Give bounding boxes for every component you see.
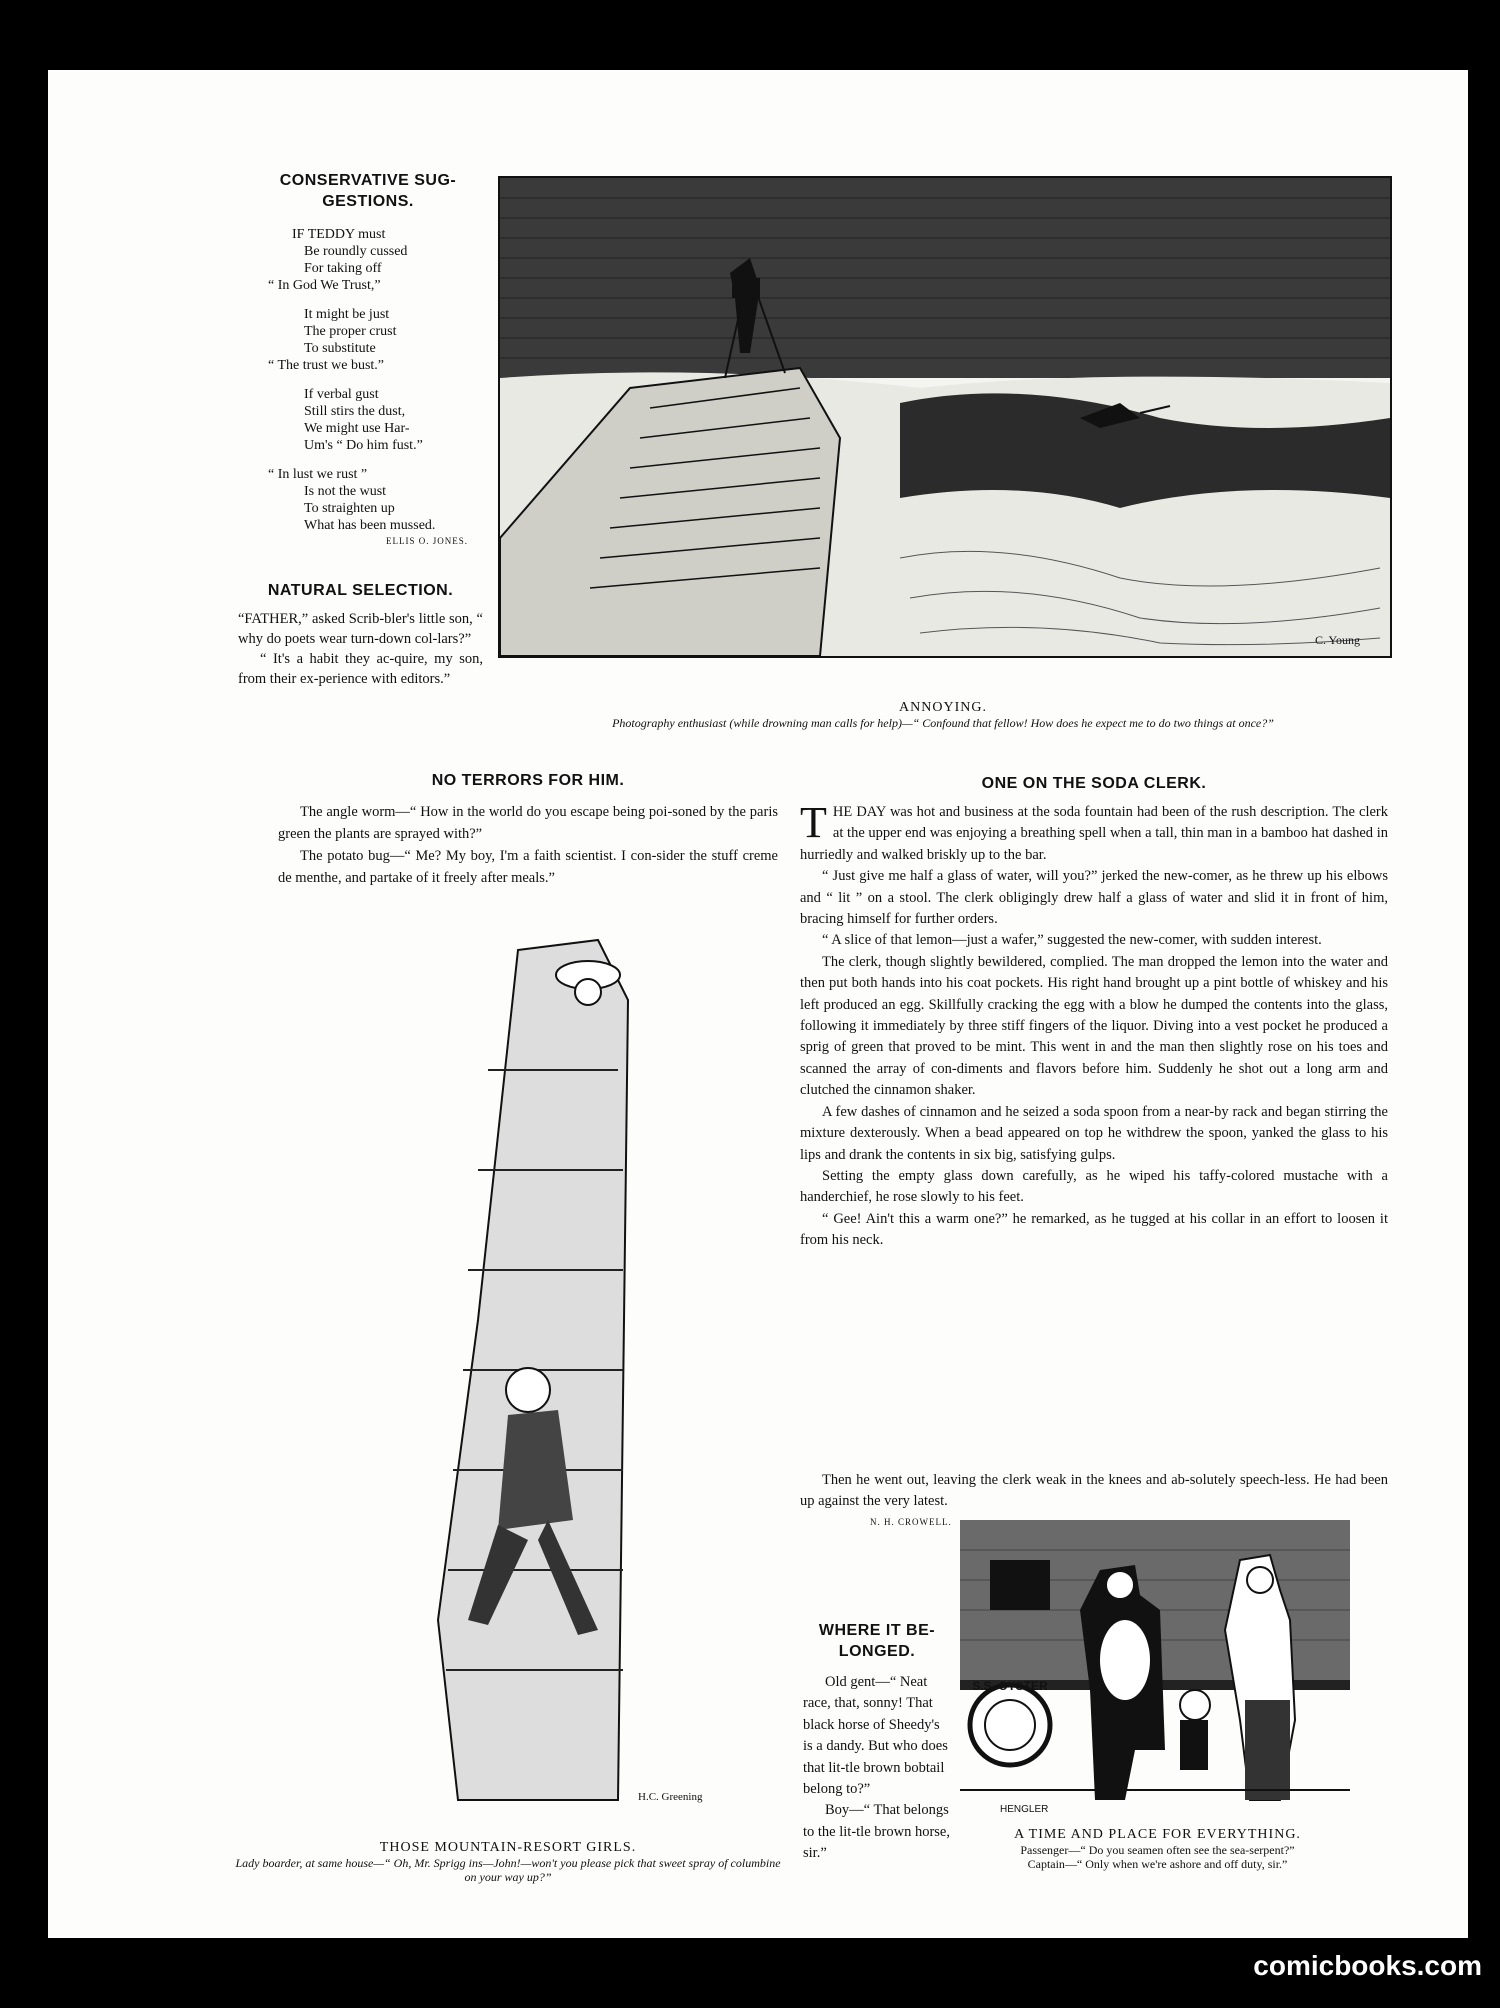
soda-paragraph: THE DAY was hot and business at the soda fountain had been of the rush description. The clerk at the upper end was enjoying a breathing spell when a tall, thin man in a bamboo hat dashed in hurriedly and walked briskly up to the bar. xyxy=(800,798,1388,863)
soda-title: ONE ON THE SODA CLERK. xyxy=(981,775,1207,792)
soda-final-paragraph: Then he went out, leaving the clerk weak in the knees and ab-solutely speech-less. He had been up against the very latest. xyxy=(800,1472,1388,1510)
poem-line: “ The trust we bust.” xyxy=(268,358,384,373)
natural-paragraph: “FATHER,” asked Scrib-bler's little son, “ why do poets wear turn-down col-lars?” xyxy=(238,611,483,647)
belonged-title: WHERE IT BE-LONGED. xyxy=(818,1622,936,1660)
cliff-climber-drawing xyxy=(398,920,778,1820)
stanza-3 xyxy=(268,386,468,454)
stanza-2 xyxy=(268,306,468,374)
mountain-signature: H.C. Greening xyxy=(638,1791,703,1803)
soda-paragraph: A few dashes of cinnamon and he seized a soda spoon from a near-by rack and began stirring the mixture dexterously. When a bead appeared on top he withdrew the spoon, yanked the glass to his lips and drank the contents in six big, satisfying gulps. xyxy=(800,1103,1388,1163)
poem-line: Be roundly cussed xyxy=(304,244,408,259)
belonged-body xyxy=(803,1672,951,1865)
terrors-paragraph: The angle worm—“ How in the world do you escape being poi-soned by the paris green the plants are sprayed with?” xyxy=(278,804,778,842)
soda-paragraph: “ Just give me half a glass of water, will you?” jerked the new-comer, as he threw up his elbows and “ lit ” on a stool. The clerk obligingly drew half a glass of water and slid it in front of him, bracing himself for further orders. xyxy=(800,868,1388,928)
natural-paragraph: “ It's a habit they ac-quire, my son, from their ex-perience with editors.” xyxy=(238,651,483,687)
ship-label: S.S. OYSTER xyxy=(972,1679,1048,1693)
poem-line: For taking off xyxy=(304,261,382,276)
stanza-4 xyxy=(268,466,468,534)
annoying-illustration xyxy=(498,176,1392,658)
captain-line: Captain—“ Only when we're ashore and off duty, sir.” xyxy=(1027,1857,1288,1871)
where-it-belonged xyxy=(803,1620,951,1865)
passenger-line: Passenger—“ Do you seamen often see the sea-serpent?” xyxy=(1020,1843,1295,1857)
poem-line: The proper crust xyxy=(304,324,397,339)
belonged-paragraph: Old gent—“ Neat race, that, sonny! That black horse of Sheedy's is a dandy. But who does that lit-tle brown bobtail belong to?” xyxy=(803,1674,948,1798)
watermark: comicbooks.com xyxy=(1253,1950,1482,1981)
poem-line: It might be just xyxy=(304,307,390,322)
belonged-paragraph: Boy—“ That belongs to the lit-tle brown horse, sir.” xyxy=(803,1802,950,1862)
poem-line: Is not the wust xyxy=(304,484,387,499)
poem-line: To substitute xyxy=(304,341,376,356)
soda-paragraph: Setting the empty glass down carefully, as he wiped his taffy-colored mustache with a handerchief, he rose slowly to his feet. xyxy=(800,1167,1388,1206)
mountain-caption-block xyxy=(233,1840,783,1884)
poem-line: Still stirs the dust, xyxy=(304,404,406,419)
stanza-1 xyxy=(268,226,468,294)
time-place-signature: HENGLER xyxy=(1000,1804,1049,1815)
poem-line: To straighten up xyxy=(304,501,395,516)
soda-paragraph: “ Gee! Ain't this a warm one?” he remarked, as he tugged at his collar in an effort to loosen it from his neck. xyxy=(800,1210,1388,1249)
time-place-caption-block xyxy=(960,1827,1355,1871)
time-place-illustration xyxy=(960,1520,1350,1820)
natural-selection xyxy=(238,580,483,689)
time-place-caption: A TIME AND PLACE FOR EVERYTHING. xyxy=(1014,1827,1301,1842)
mountain-illustration xyxy=(398,920,778,1820)
terrors-paragraph: The potato bug—“ Me? My boy, I'm a faith scientist. I con-sider the stuff creme de menthe, and partake of it freely after meals.” xyxy=(278,848,778,886)
soda-ending xyxy=(800,1470,1388,1527)
drop-cap: T xyxy=(800,798,827,847)
soda-author: N. H. CROWELL. xyxy=(870,1516,952,1527)
annoying-caption: ANNOYING. xyxy=(899,700,987,715)
natural-title: NATURAL SELECTION. xyxy=(267,582,454,599)
poem-author: ELLIS O. JONES. xyxy=(386,536,468,546)
poem-line: “ In God We Trust,” xyxy=(268,278,381,293)
poem-line: If verbal gust xyxy=(304,387,379,402)
soda-body xyxy=(800,798,1388,1252)
drowning-man-drawing xyxy=(500,178,1390,656)
magazine-page xyxy=(48,70,1468,1938)
annoying-subcaption: Photography enthusiast (while drowning man calls for help)—“ Confound that fellow! How does he expect me to do two things at once?” xyxy=(612,716,1274,730)
conservative-title: CONSERVATIVE SUG-GESTIONS. xyxy=(279,172,457,210)
annoying-signature: C. Young xyxy=(1315,633,1361,647)
conservative-poem xyxy=(268,170,468,546)
poem-line: IF TEDDY must xyxy=(292,227,386,242)
no-terrors xyxy=(278,770,778,889)
ship-deck-drawing xyxy=(960,1520,1350,1820)
poem-body xyxy=(268,226,468,534)
poem-line: “ In lust we rust ” xyxy=(268,467,368,482)
poem-line: What has been mussed. xyxy=(304,518,436,533)
natural-body xyxy=(238,609,483,689)
soda-clerk-article xyxy=(800,773,1388,1252)
terrors-body xyxy=(278,801,778,889)
mountain-caption: THOSE MOUNTAIN-RESORT GIRLS. xyxy=(379,1840,637,1855)
poem-line: We might use Har- xyxy=(304,421,410,436)
mountain-subcaption: Lady boarder, at same house—“ Oh, Mr. Sprigg ins—John!—won't you please pick that sweet spray of columbine on your way up?” xyxy=(235,1856,781,1884)
annoying-caption-block xyxy=(508,700,1378,730)
soda-paragraph: The clerk, though slightly bewildered, complied. The man dropped the lemon into the water and then put both hands into his coat pockets. His right hand brought up a pint bottle of whiskey and his left produced an egg. Skillfully cracking the egg with a blow he dumped the contents into the glass, following it immediately by three stiff fingers of the liquor. Diving into a vest pocket he produced a sprig of green that proved to be mint. This went in and the man then slightly rose on his toes and scanned the array of con-diments and flavors before him. Suddenly he shot out a long arm and clutched the cinnamon shaker. xyxy=(800,953,1388,1099)
terrors-title: NO TERRORS FOR HIM. xyxy=(431,772,625,789)
soda-paragraph: “ A slice of that lemon—just a wafer,” suggested the new-comer, with sudden interest. xyxy=(822,932,1322,949)
poem-line: Um's “ Do him fust.” xyxy=(304,438,423,453)
